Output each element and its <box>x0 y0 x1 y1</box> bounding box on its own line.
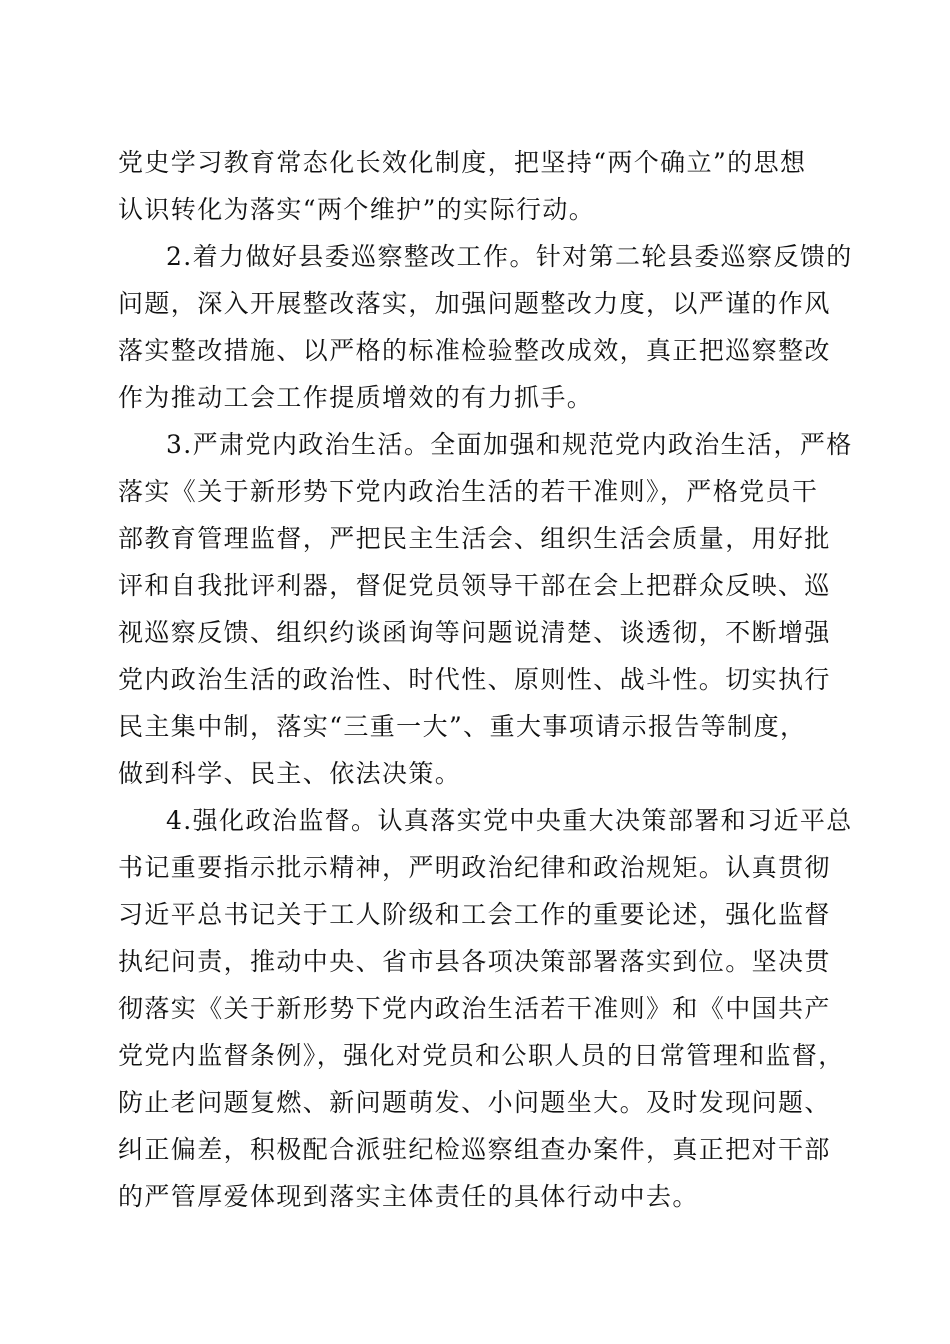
text-line: 防止老问题复燃、新问题萌发、小问题坐大。及时发现问题、 <box>118 1088 831 1117</box>
text-line: 民主集中制，落实“三重一大”、重大事项请示报告等制度， <box>118 712 807 741</box>
text-line: 纠正偏差，积极配合派驻纪检巡察组查办案件，真正把对干部 <box>118 1135 831 1164</box>
text-line: 认识转化为落实“两个维护”的实际行动。 <box>118 195 596 224</box>
text-line: 评和自我批评利器，督促党员领导干部在会上把群众反映、巡 <box>118 571 831 600</box>
document-body <box>118 139 853 1220</box>
text-line: 部教育管理监督，严把民主生活会、组织生活会质量，用好批 <box>118 524 831 553</box>
text-line: 落实整改措施、以严格的标准检验整改成效，真正把巡察整改 <box>118 336 831 365</box>
text-line: 彻落实《关于新形势下党内政治生活若干准则》和《中国共产 <box>118 994 831 1023</box>
text-line: 问题，深入开展整改落实，加强问题整改力度，以严谨的作风 <box>118 289 831 318</box>
text-line: 的严管厚爱体现到落实主体责任的具体行动中去。 <box>118 1182 699 1211</box>
text-line: 党史学习教育常态化长效化制度，把坚持“两个确立”的思想 <box>118 148 807 177</box>
text-line: 党内政治生活的政治性、时代性、原则性、战斗性。切实执行 <box>118 665 831 694</box>
paragraph-start-line: 2.着力做好县委巡察整改工作。针对第二轮县委巡察反馈的 <box>166 242 853 271</box>
paragraph-start-line: 3.严肃党内政治生活。全面加强和规范党内政治生活，严格 <box>166 430 853 459</box>
text-line: 视巡察反馈、组织约谈函询等问题说清楚、谈透彻，不断增强 <box>118 618 831 647</box>
text-line: 落实《关于新形势下党内政治生活的若干准则》，严格党员干 <box>118 477 819 506</box>
text-line: 习近平总书记关于工人阶级和工会工作的重要论述，强化监督 <box>118 900 831 929</box>
text-line: 执纪问责，推动中央、省市县各项决策部署落实到位。坚决贯 <box>118 947 831 976</box>
text-line: 书记重要指示批示精神，严明政治纪律和政治规矩。认真贯彻 <box>118 853 831 882</box>
text-line: 做到科学、民主、依法决策。 <box>118 759 462 788</box>
text-line: 党党内监督条例》，强化对党员和公职人员的日常管理和监督， <box>118 1041 845 1070</box>
paragraph-start-line: 4.强化政治监督。认真落实党中央重大决策部署和习近平总 <box>166 806 853 835</box>
text-line: 作为推动工会工作提质增效的有力抓手。 <box>118 383 594 412</box>
